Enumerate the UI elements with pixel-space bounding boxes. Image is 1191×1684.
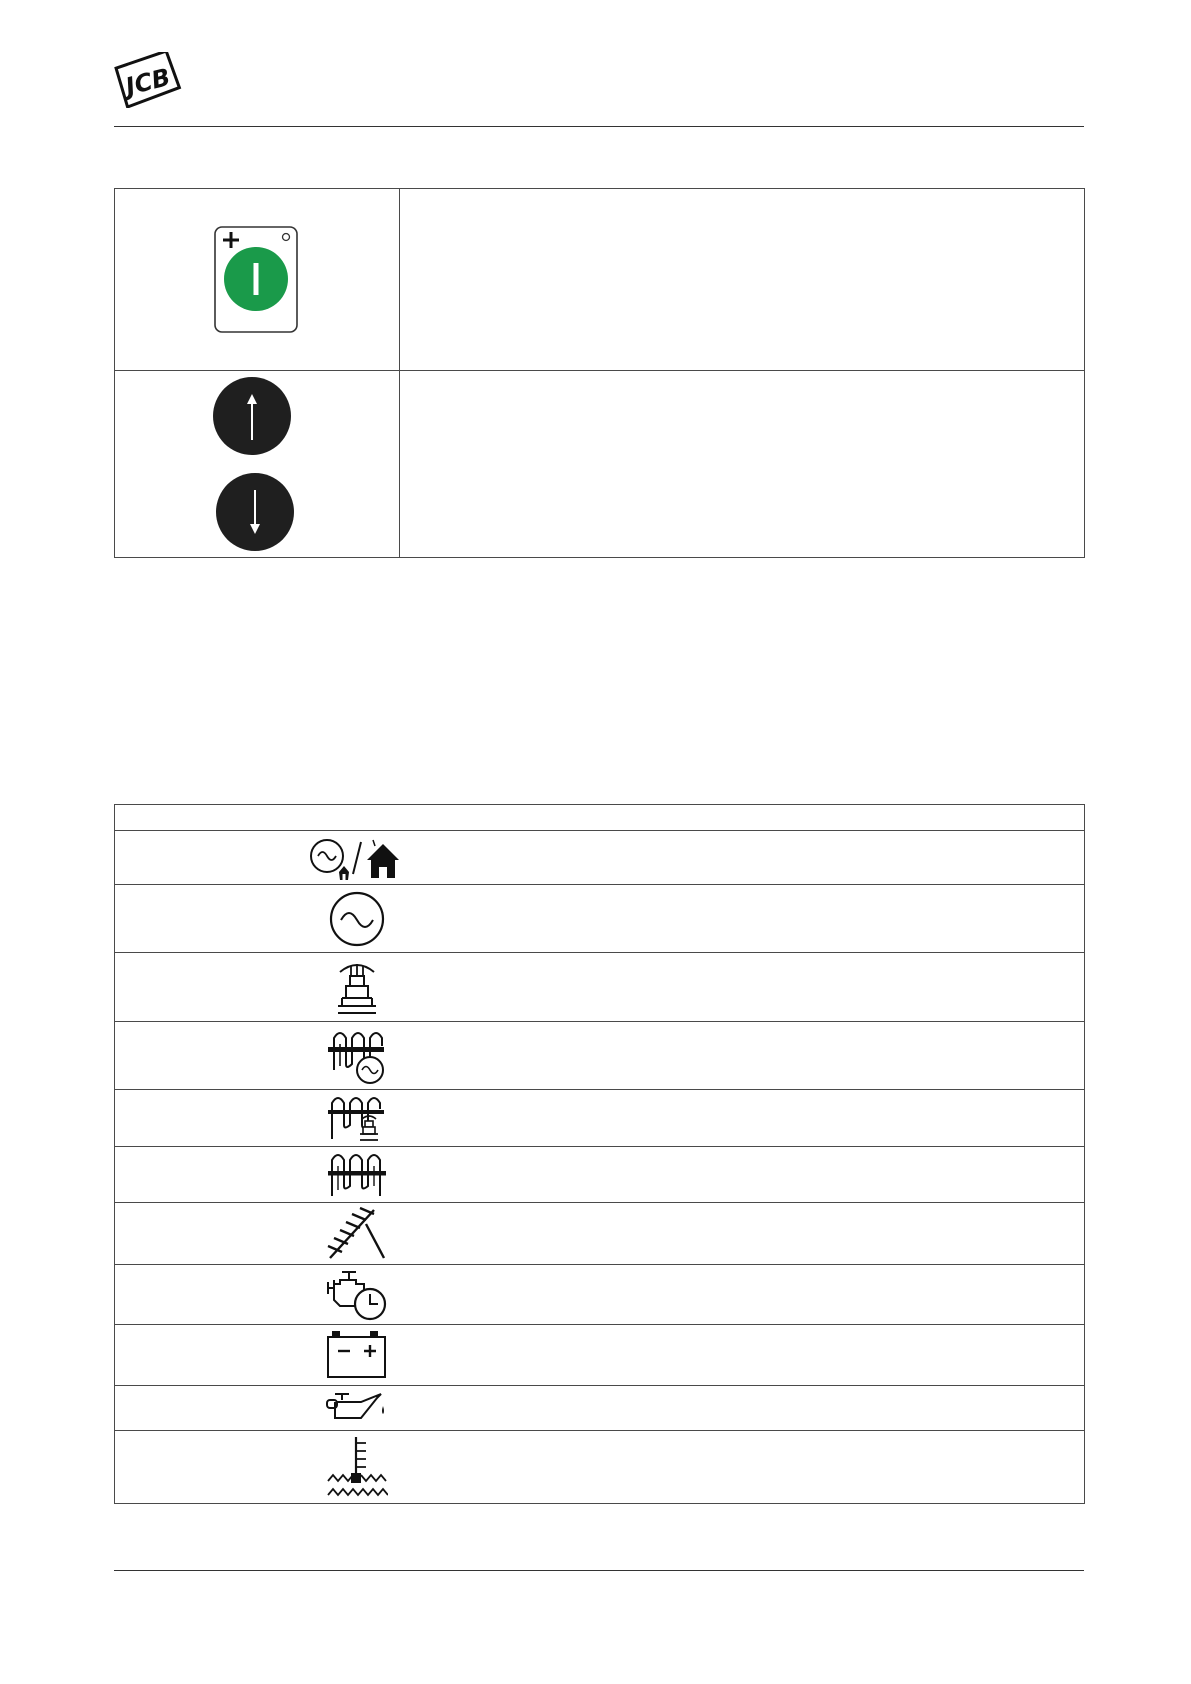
table-row — [115, 1265, 1085, 1325]
icon-cell — [115, 189, 400, 371]
mains-home-supply-icon — [309, 836, 405, 880]
description-cell — [600, 953, 1085, 1022]
icon-cell — [115, 371, 400, 558]
description-cell — [600, 1386, 1085, 1431]
table-row — [115, 885, 1085, 953]
table-row — [115, 953, 1085, 1022]
glow-plug-generator-icon — [326, 1026, 388, 1086]
oil-can-icon — [325, 1390, 389, 1426]
table-header — [115, 805, 1085, 831]
start-button-green-icon — [212, 224, 302, 336]
glow-plug-injection-icon — [326, 1093, 388, 1143]
engine-timer-icon — [326, 1268, 388, 1322]
description-cell — [600, 1325, 1085, 1386]
fuel-injection-pump-icon — [332, 958, 382, 1016]
description-cell — [600, 1090, 1085, 1147]
up-down-arrow-buttons-icon — [212, 374, 302, 554]
table-row — [115, 1147, 1085, 1203]
radiator-fan-icon — [326, 1206, 388, 1262]
table-row — [115, 1431, 1085, 1504]
description-cell — [600, 831, 1085, 885]
description-cell — [600, 1147, 1085, 1203]
table-row — [115, 831, 1085, 885]
indicator-table — [114, 804, 1085, 1504]
table-row — [115, 1090, 1085, 1147]
footer-rule — [114, 1570, 1084, 1571]
table-row — [115, 1203, 1085, 1265]
description-cell — [600, 885, 1085, 953]
logo-text: JCB — [122, 62, 174, 102]
glow-plug-icon — [326, 1150, 388, 1200]
table-row — [115, 1386, 1085, 1431]
table-row — [115, 371, 1085, 558]
table-row — [115, 1325, 1085, 1386]
battery-icon — [326, 1329, 388, 1381]
description-cell — [600, 1203, 1085, 1265]
description-cell — [400, 189, 1085, 371]
ac-generator-icon — [327, 889, 387, 949]
table-row — [115, 1022, 1085, 1090]
coolant-temperature-icon — [326, 1435, 388, 1499]
description-cell — [600, 1265, 1085, 1325]
table-header-row — [115, 805, 1085, 831]
description-cell — [600, 1022, 1085, 1090]
header-rule — [114, 126, 1084, 127]
description-cell — [400, 371, 1085, 558]
description-cell — [600, 1431, 1085, 1504]
table-row — [115, 189, 1085, 371]
jcb-logo — [112, 52, 182, 108]
controls-table — [114, 188, 1085, 558]
